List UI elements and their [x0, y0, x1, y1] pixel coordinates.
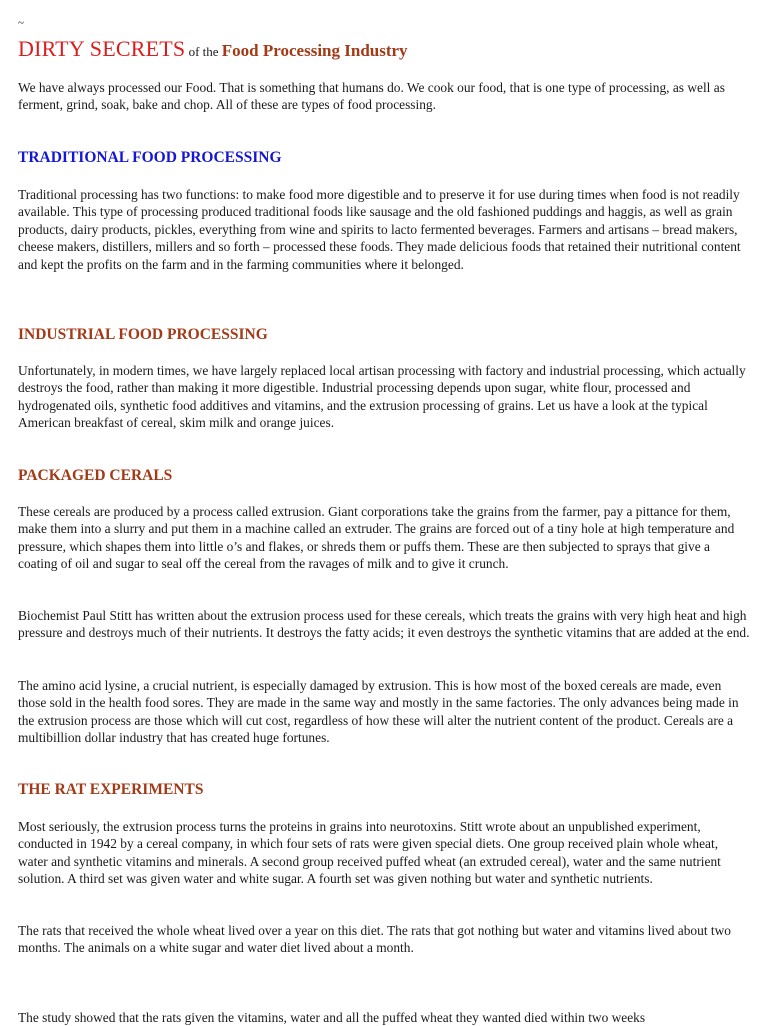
intro-paragraph: We have always processed our Food. That is something that humans do. We cook our food, that is one type of processing, as well as ferment, grind, soak, bake and chop. All of these are types of food processing.: [18, 80, 725, 113]
paragraph-industrial-1: Unfortunately, in modern times, we have largely replaced local artisan processing with factory and industrial processing, which actually destroys the food, rather than making it more digestible. Industrial processing depends upon sugar, white flour, processed and hydrogenated oils, synthetic food additives and vitamins, and the extrusion processing of grains. Let us have a look at the typical American breakfast of cereal, skim milk and orange juices.: [18, 363, 746, 431]
paragraph-traditional-1: Traditional processing has two functions: to make food more digestible and to preserve it for use during times when food is not readily available. This type of processing produced traditional foods like sausage and the old fashioned puddings and haggis, as well as grain products, dairy products, pickles, everything from wine and spirits to lacto fermented beverages. Farmers and artisans – bread makers, cheese makers, distillers, millers and so forth – processed these foods. They made delicious foods that retained their nutritional content and kept the profits on the farm and in the farming communities where it belonged.: [18, 187, 741, 272]
paragraph-rats-2: The rats that received the whole wheat lived over a year on this diet. The rats that got nothing but water and vitamins lived about two months. The animals on a white sugar and water diet lived about a month.: [18, 923, 731, 956]
paragraph-rats-3: The study showed that the rats given the vitamins, water and all the puffed wheat they wanted died within two weeks: [18, 1010, 646, 1025]
tilde-mark: ~: [18, 17, 24, 29]
paragraph-cereals-1: These cereals are produced by a process called extrusion. Giant corporations take the grains from the farmer, pay a pittance for them, make them into a slurry and put them in a machine called an extruder. The grains are forced out of a tiny hole at high temperature and pressure, which shapes them into little o’s and flakes, or shreds them or puffs them. These are then subjected to sprays that give a coating of oil and sugar to seal off the cereal from the ravages of milk and to give it crunch.: [18, 504, 735, 572]
title-dirty-secrets: DIRTY SECRETS: [18, 36, 186, 61]
document-title: [18, 36, 408, 65]
title-food-processing-industry: Food Processing Industry: [221, 41, 408, 60]
title-of-the: of the: [185, 44, 222, 59]
heading-industrial-food-processing: INDUSTRIAL FOOD PROCESSING: [18, 326, 268, 343]
paragraph-cereals-3: The amino acid lysine, a crucial nutrient, is especially damaged by extrusion. This is how most of the boxed cereals are made, even those sold in the health food sores. They are made in the same way and mostly in the same factories. The only advances being made in the extrusion process are those which will cut cost, regardless of how these will alter the nutrient content of the product. Cereals are a multibillion dollar industry that has created huge fortunes.: [18, 678, 739, 746]
heading-packaged-cerals: PACKAGED CERALS: [18, 467, 173, 484]
heading-rat-experiments: THE RAT EXPERIMENTS: [18, 781, 204, 798]
paragraph-rats-1: Most seriously, the extrusion process turns the proteins in grains into neurotoxins. Stitt wrote about an unpublished experiment, conducted in 1942 by a cereal company, in which four sets of rats were given special diets. One group received plain whole wheat, water and synthetic vitamins and minerals. A second group received puffed wheat (an extruded cereal), water and the same nutrient solution. A third set was given water and white sugar. A fourth set was given nothing but water and synthetic nutrients.: [18, 819, 721, 887]
paragraph-cereals-2: Biochemist Paul Stitt has written about the extrusion process used for these cereals, which treats the grains with very high heat and high pressure and destroys much of their nutrients. It destroys the fatty acids; it even destroys the synthetic vitamins that are added at the end.: [18, 608, 750, 641]
heading-traditional-food-processing: TRADITIONAL FOOD PROCESSING: [18, 149, 282, 166]
